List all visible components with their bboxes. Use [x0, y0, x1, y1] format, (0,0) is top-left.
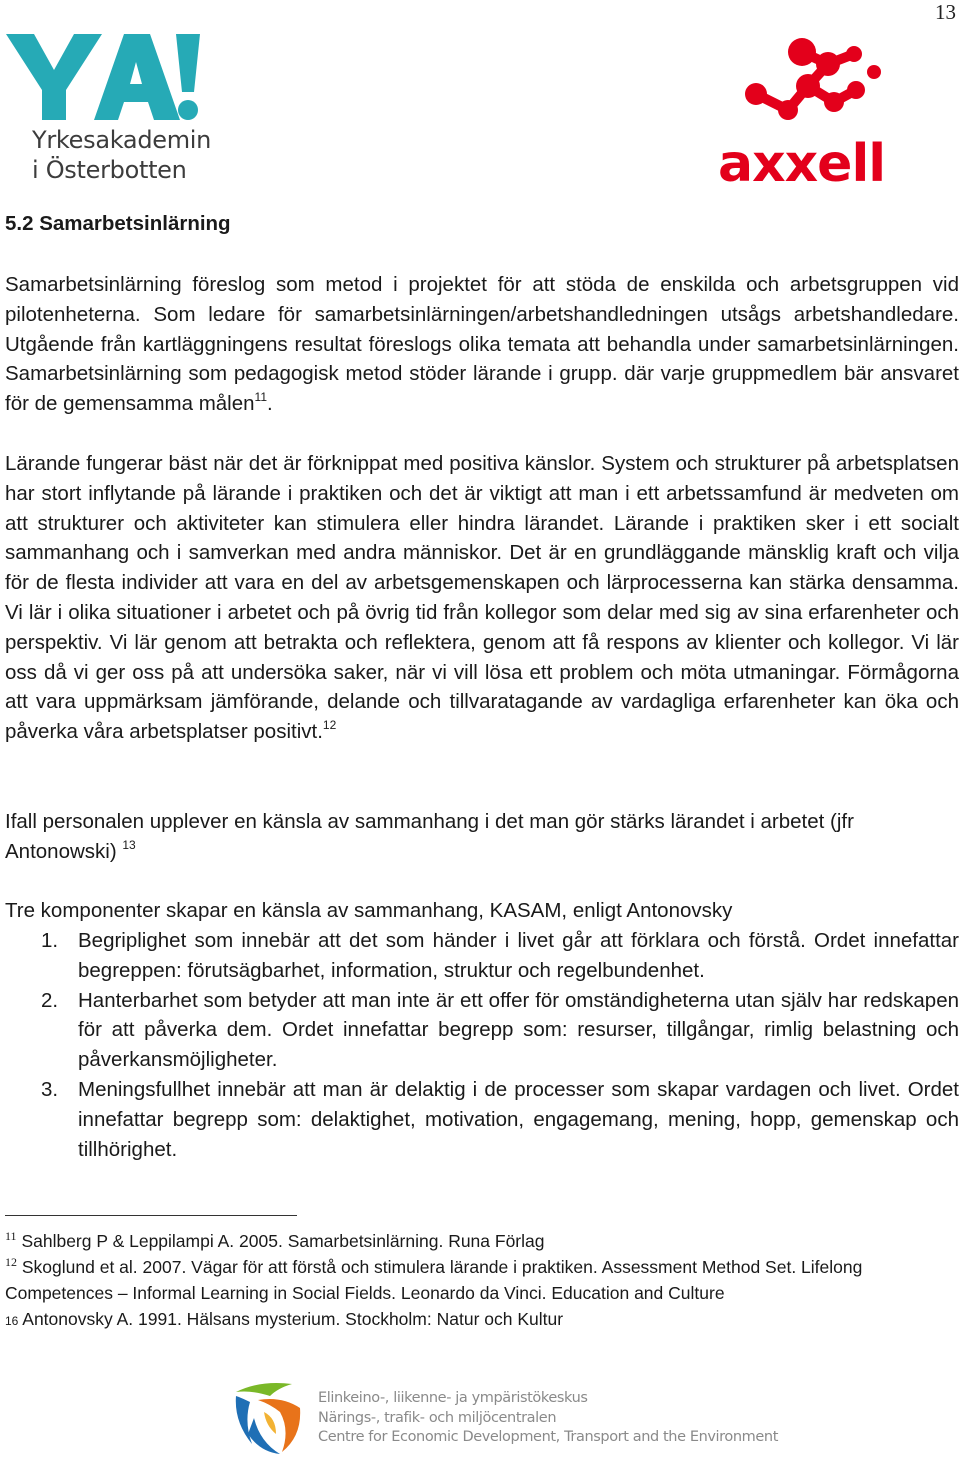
- list-item-text: Hanterbarhet som betyder att man inte är ett offer för omständigheterna utan själv har redskapen för att påverka dem. Ordet innefattar begrepp som: resurser, tillgångar, rimlig belastning och påverkansmöjligheter.: [78, 988, 959, 1072]
- list-item-number: 2.: [41, 988, 59, 1012]
- list-item: [5, 1075, 959, 1164]
- footnote-divider: [5, 1215, 297, 1216]
- paragraph-4-text: Tre komponenter skapar en känsla av sammanhang, KASAM, enligt Antonovsky: [5, 899, 733, 922]
- paragraph-3-text: Ifall personalen upplever en känsla av sammanhang i det man gör stärks lärandet i arbetet (jfr Antonowski): [5, 810, 854, 863]
- list-item: [5, 926, 959, 986]
- paragraph-3: [5, 807, 959, 867]
- yrkesakademin-logo: [4, 30, 212, 185]
- footnote-11: [5, 1228, 945, 1254]
- footnote-text: Skoglund et al. 2007. Vägar för att förstå och stimulera lärande i praktiken. Assessment Method Set. Lifelong Competences – Informal Learning in Social Fields. Leonardo da Vinci. Education and Culture: [5, 1257, 863, 1303]
- paragraph-1: [5, 270, 959, 419]
- paragraph-1-tail: .: [267, 392, 273, 416]
- ya-logo-line2: i Österbotten: [32, 156, 187, 184]
- footnote-ref-11: 11: [254, 390, 268, 405]
- paragraph-1-text: Samarbetsinlärning föreslog som metod i projektet för att stöda de enskilda och arbetsgruppen vid pilotenheterna. Som ledare för samarbetsinlärningen/arbetshandledningen utsågs arbetshandledare. Utgående från kartläggningens resultat föreslogs olika temata att behandla under samarbetsinlärningen. Samarbetsinlärning som pedagogisk metod stöder lärande i grupp. där varje gruppmedlem bär ansvaret för de gemensamma målen: [5, 273, 959, 416]
- footnote-16: [5, 1306, 945, 1334]
- footnotes: [5, 1228, 945, 1334]
- ely-line-en: Centre for Economic Development, Transport and the Environment: [318, 1429, 779, 1445]
- section-heading: 5.2 Samarbetsinlärning: [5, 212, 231, 235]
- footnote-text: Antonovsky A. 1991. Hälsans mysterium. Stockholm: Natur och Kultur: [22, 1309, 564, 1329]
- list-item-number: 1.: [41, 929, 59, 952]
- page-number: 13: [935, 0, 956, 24]
- axxell-wordmark: axxell: [718, 134, 886, 194]
- footnote-mark: 12: [5, 1255, 17, 1269]
- ely-line-sv: Närings-, trafik- och miljöcentralen: [318, 1410, 557, 1426]
- list-item: [5, 986, 959, 1075]
- ya-logo-line1: Yrkesakademin: [32, 126, 212, 154]
- kasam-list: [5, 926, 959, 1164]
- axxell-molecule-icon: [716, 20, 912, 140]
- footnote-text: Sahlberg P & Leppilampi A. 2005. Samarbetsinlärning. Runa Förlag: [21, 1231, 545, 1251]
- footnote-mark: 16: [5, 1314, 19, 1328]
- footnote-12: [5, 1254, 945, 1306]
- footnote-ref-12: 12: [322, 718, 337, 733]
- ely-line-fi: Elinkeino-, liikenne- ja ympäristökeskus: [318, 1390, 588, 1406]
- list-item-text: Begriplighet som innebär att det som händer i livet går att förklara och förstå. Ordet innefattar begreppen: förutsägbarhet, information, struktur och regelbundenhet.: [78, 929, 959, 982]
- footnote-mark: 11: [5, 1229, 17, 1243]
- list-item-text: Meningsfullhet innebär att man är delaktig i de processer som skapar vardagen och livet. Ordet innefattar begrepp som: delaktighet, motivation, engagemang, mening, hopp, gemenskap och tillhörighet.: [78, 1077, 959, 1161]
- footnote-ref-13: 13: [122, 837, 136, 852]
- ely-centre-logo: [230, 1378, 779, 1456]
- axxell-logo: [716, 20, 912, 194]
- ely-emblem-icon: [230, 1378, 310, 1456]
- paragraph-4: [5, 896, 959, 926]
- paragraph-2: [5, 449, 959, 747]
- ya-logo-mark: [4, 30, 204, 126]
- list-item-number: 3.: [41, 1077, 59, 1101]
- paragraph-2-text: Lärande fungerar bäst när det är förknippat med positiva känslor. System och strukturer på arbetsplatsen har stort inflytande på lärande i praktiken och det är viktigt att man i ett arbetssamfund är medveten om att strukturer och aktiviteter kan stimulera eller hindra lärandet. Lärande i praktiken sker i ett socialt sammanhang och i samverkan med andra människor. Det är en grundläggande mänsklig kraft och vilja för de flesta individer att vara en del av arbetsgemenskapen och lärprocesserna kan stärka densamma. Vi lär i olika situationer i arbetet och på övrig tid från kollegor som delar med sig av sina erfarenheter och perspektiv. Vi lär genom att betrakta och reflektera, genom att få respons av klienter och kollegor. Vi lär oss då vi ger oss på att undersöka saker, när vi vill lösa ett problem och möta utmaningar. Förmågorna att vara uppmärksam jämförande, delande och tillvaratagande av vardagliga erfarenheter kan öka och påverka våra arbetsplatser positivt.: [5, 452, 959, 744]
